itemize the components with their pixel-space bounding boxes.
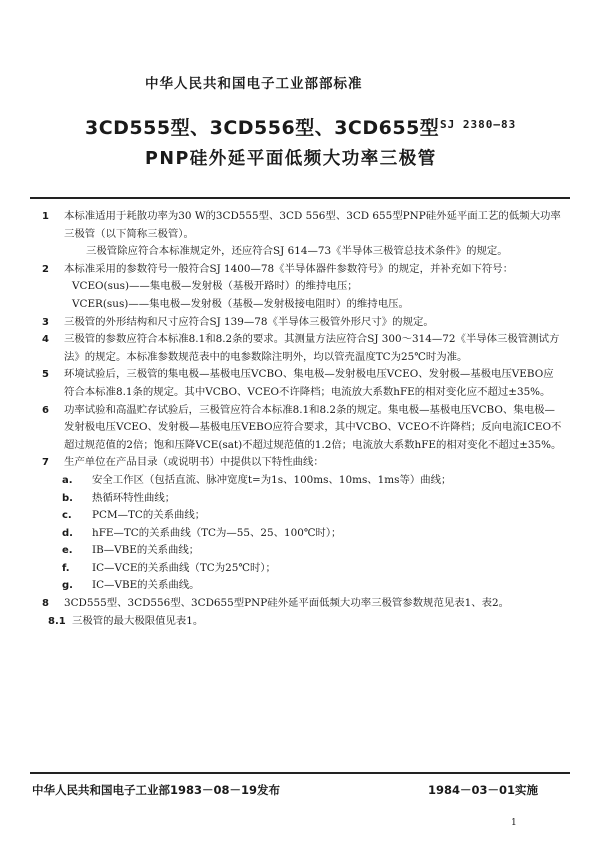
issue-date: 中华人民共和国电子工业部1983－08－19发布 xyxy=(32,783,281,797)
curve-text: IB—VBE的关系曲线； xyxy=(92,544,200,557)
curve-letter: c. xyxy=(62,510,72,522)
standard-number: SJ 2380—83 xyxy=(440,118,517,131)
clause-text: 三极管的外形结构和尺寸应符合SJ 139—78《半导体三极管外形尺寸》的规定。 xyxy=(64,315,434,328)
curve-item-f xyxy=(42,560,562,578)
clause-number: 5 xyxy=(42,369,49,381)
curve-list xyxy=(42,472,562,595)
page-number: 1 xyxy=(511,818,517,828)
clause-7 xyxy=(42,454,562,472)
curve-item-e xyxy=(42,542,562,560)
clause-text: 本标准采用的参数符号一般符合SJ 1400—78《半导体器件参数符号》的规定，并补充如下符号： xyxy=(64,262,514,275)
bottom-divider xyxy=(30,772,570,774)
clause-text: 三极管除应符合本标准规定外，还应符合SJ 614—73《半导体三极管总技术条件》的规定。 xyxy=(86,245,508,258)
title-line-2: PNP硅外延平面低频大功率三极管 xyxy=(145,149,437,169)
clause-6 xyxy=(42,402,562,455)
clause-text: 环境试验后，三极管的集电极—基极电压VCBO、集电极—发射极电压VCEO、发射极—基极电压VEBO应符合本标准8.1条的规定。其中VCBO、VCEO不许降档；电流放大系数hFE的相对变化应不超过±35%。 xyxy=(64,368,554,398)
curve-text: hFE—TC的关系曲线（TC为—55、25、100℃时）； xyxy=(92,526,342,539)
curve-item-b xyxy=(42,490,562,508)
clause-number: 2 xyxy=(42,263,49,275)
curve-text: IC—VBE的关系曲线。 xyxy=(92,579,200,592)
clause-1-note xyxy=(42,243,562,261)
clause-5 xyxy=(42,366,562,401)
clause-number: 6 xyxy=(42,404,49,416)
curve-text: 安全工作区（包括直流、脉冲宽度t=为1s、100ms、10ms、1ms等）曲线； xyxy=(92,473,452,486)
clause-text: 3CD555型、3CD556型、3CD655型PNP硅外延平面低频大功率三极管参数规范见表1、表2。 xyxy=(64,597,510,610)
clause-text: VCER(sus)——集电极—发射极（基极—发射极接电阻时）的维持电压。 xyxy=(72,297,409,310)
clause-text: 本标准适用于耗散功率为30 W的3CD555型、3CD 556型、3CD 655型PNP硅外延平面工艺的低频大功率三极管（以下简称三极管）。 xyxy=(64,210,561,240)
clause-3 xyxy=(42,314,562,332)
curve-letter: b. xyxy=(62,492,73,504)
curve-text: 热循环特性曲线； xyxy=(92,491,176,504)
curve-item-d xyxy=(42,525,562,543)
title-line-1: 3CD555型、3CD556型、3CD655型 xyxy=(85,117,440,139)
curve-letter: e. xyxy=(62,545,73,557)
clause-text: 三极管的最大极限值见表1。 xyxy=(72,614,204,627)
symbol-vcer-sus xyxy=(42,296,562,314)
curve-item-g xyxy=(42,577,562,595)
clause-number: 7 xyxy=(42,457,49,469)
curve-item-a xyxy=(42,472,562,490)
curve-letter: f. xyxy=(62,562,70,574)
curve-text: PCM—TC的关系曲线； xyxy=(92,509,206,522)
clause-text: 三极管的参数应符合本标准8.1和8.2条的要求。其测量方法应符合SJ 300～314—72《半导体三极管测试方法》的规定。本标准参数规范表中的电参数除注明外，均以管壳温度TC为25℃时为准。 xyxy=(64,333,560,363)
clause-4 xyxy=(42,331,562,366)
curve-item-c xyxy=(42,507,562,525)
clause-number: 4 xyxy=(42,334,49,346)
ministry-heading: 中华人民共和国电子工业部部标准 xyxy=(145,76,363,92)
clause-number: 1 xyxy=(42,211,49,222)
clause-number: 3 xyxy=(42,316,49,328)
clause-8-1 xyxy=(42,613,562,631)
curve-letter: g. xyxy=(62,580,73,592)
clause-number: 8.1 xyxy=(48,615,66,627)
curve-letter: a. xyxy=(62,474,73,486)
clause-text: 生产单位在产品目录（或说明书）中提供以下特性曲线： xyxy=(64,456,324,469)
clause-number: 8 xyxy=(42,598,49,610)
top-divider xyxy=(30,197,570,199)
symbol-vceo-sus xyxy=(42,278,562,296)
document-body xyxy=(42,208,562,630)
implementation-date: 1984－03－01实施 xyxy=(428,783,539,797)
clause-2 xyxy=(42,261,562,279)
curve-letter: d. xyxy=(62,527,73,539)
curve-text: IC—VCE的关系曲线（TC为25℃时）； xyxy=(92,561,276,574)
clause-1 xyxy=(42,208,562,243)
clause-text: 功率试验和高温贮存试验后，三极管应符合本标准8.1和8.2条的规定。集电极—基极电压VCBO、集电极—发射极电压VCEO、发射极—基极电压VEBO应符合要求，其中VCBO、VCEO不许降档；反向电流ICEO不超过规范值的2倍；饱和压降VCE(sat)不超过规范值的1.2倍；电流放大系数hFE的相对变化不超过±35%。 xyxy=(64,403,562,451)
clause-8 xyxy=(42,595,562,613)
clause-text: VCEO(sus)——集电极—发射极（基极开路时）的维持电压； xyxy=(72,280,358,293)
